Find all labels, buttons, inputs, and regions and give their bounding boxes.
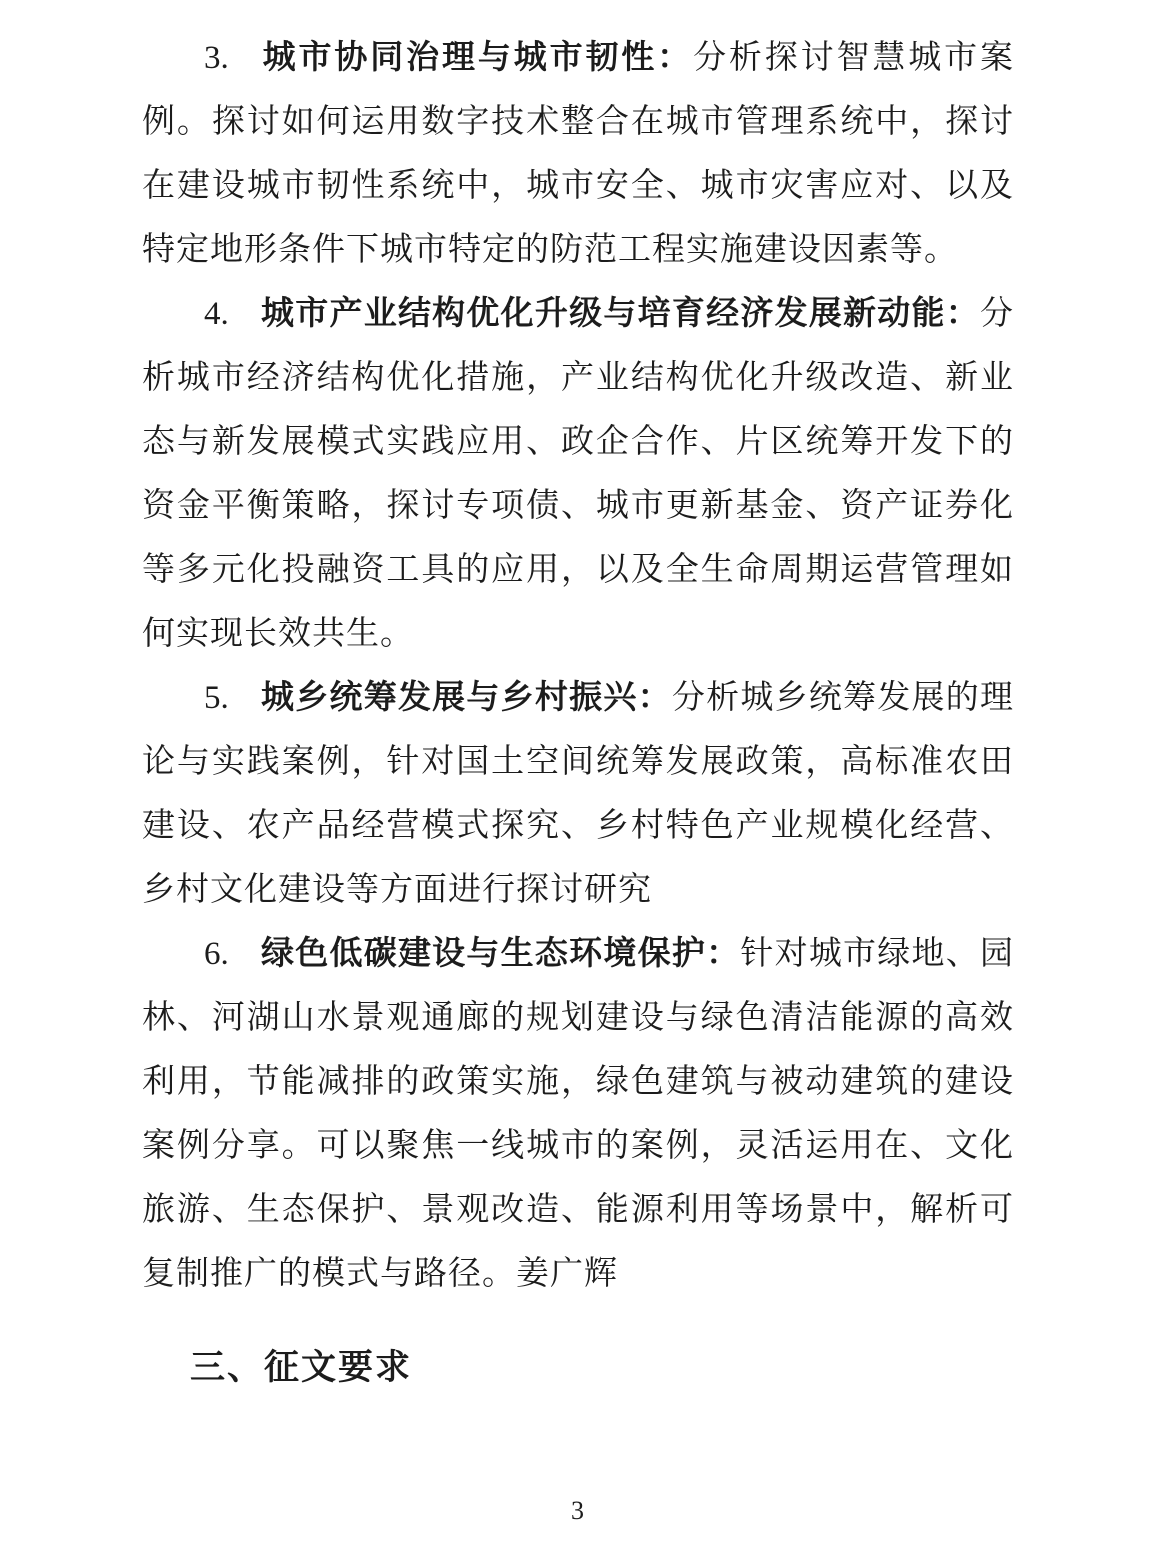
item-title: 城乡统筹发展与乡村振兴：: [260, 680, 672, 716]
page-number: 3: [571, 1496, 584, 1525]
document-body: [142, 26, 1014, 1400]
item-body-text: 针对城市绿地、园林、河湖山水景观通廊的规划建设与绿色清洁能源的高效利用，节能减排的政策实施，绿色建筑与被动建筑的建设案例分享。可以聚焦一线城市的案例，灵活运用在、文化旅游、生态保护、景观改造、能源利用等场景中，解析可复制推广的模式与路径。姜广辉: [142, 936, 1015, 1292]
topic-item-5: [142, 666, 1014, 922]
topic-item-3: [142, 26, 1014, 282]
item-number: 5.: [204, 680, 229, 716]
section-heading: 三、征文要求: [190, 1348, 413, 1387]
page-footer: [0, 1494, 1155, 1528]
item-body-text: 分析城市经济结构优化措施，产业结构优化升级改造、新业态与新发展模式实践应用、政企合作、片区统筹开发下的资金平衡策略，探讨专项债、城市更新基金、资产证券化等多元化投融资工具的应用，以及全生命周期运营管理如何实现长效共生。: [142, 296, 1014, 652]
item-number: 3.: [204, 40, 229, 76]
item-title: 城市产业结构优化升级与培育经济发展新动能：: [260, 296, 980, 332]
item-body-text: 分析城乡统筹发展的理论与实践案例，针对国土空间统筹发展政策，高标准农田建设、农产品经营模式探究、乡村特色产业规模化经营、乡村文化建设等方面进行探讨研究: [142, 680, 1015, 908]
item-title: 绿色低碳建设与生态环境保护：: [260, 936, 741, 972]
item-number: 4.: [204, 296, 229, 332]
topic-item-6: [142, 922, 1014, 1306]
topic-item-4: [142, 282, 1014, 666]
item-body-text: 分析探讨智慧城市案例。探讨如何运用数字技术整合在城市管理系统中，探讨在建设城市韧性系统中，城市安全、城市灾害应对、以及特定地形条件下城市特定的防范工程实施建设因素等。: [142, 40, 1015, 268]
item-title: 城市协同治理与城市韧性：: [260, 40, 694, 76]
item-number: 6.: [204, 936, 229, 972]
